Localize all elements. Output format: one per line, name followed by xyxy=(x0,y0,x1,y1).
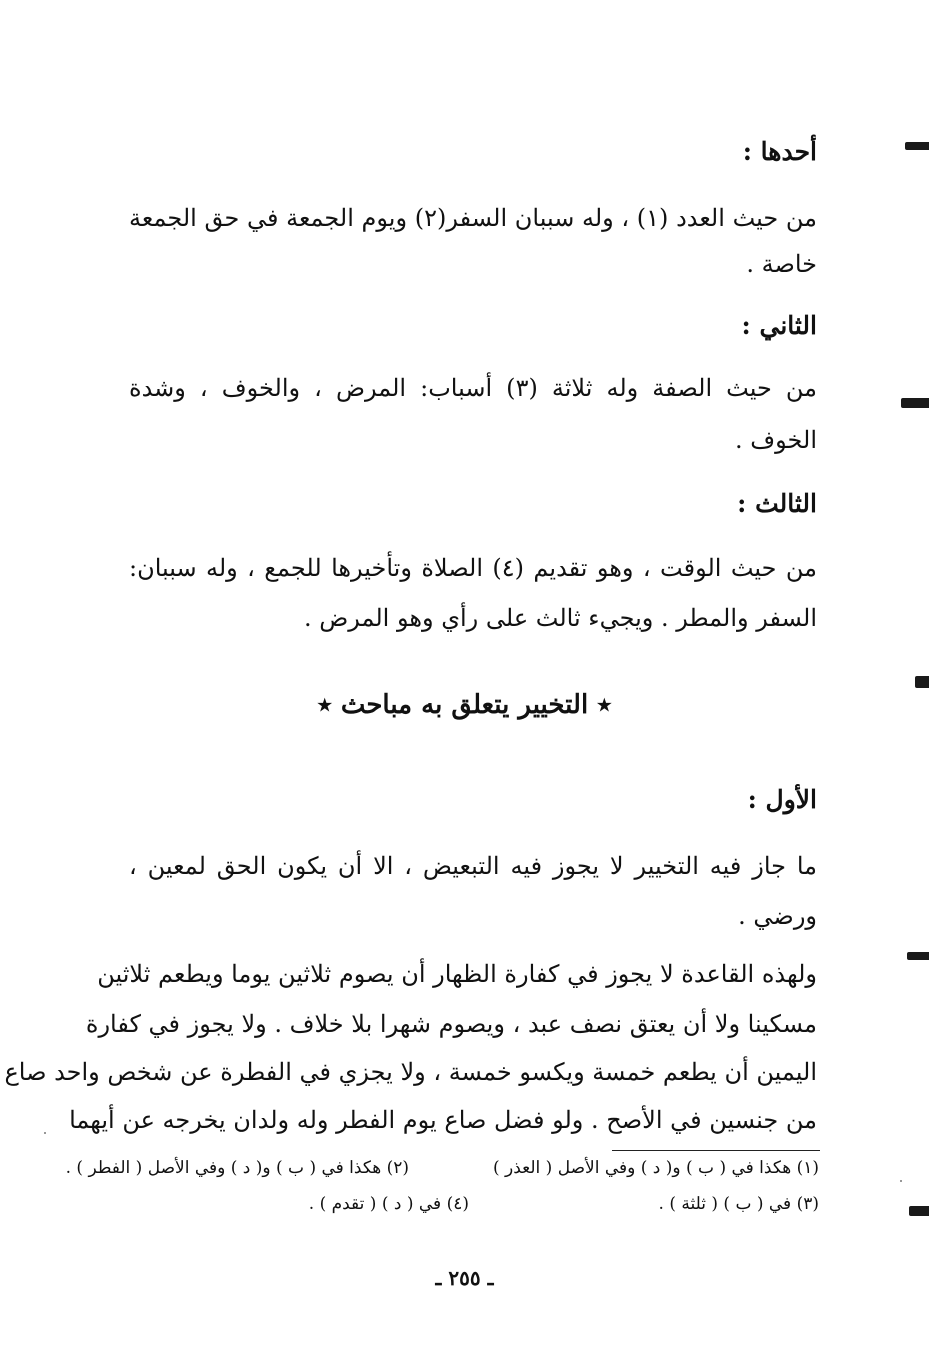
page-number: ـ ٢٥٥ ـ xyxy=(435,1266,494,1290)
heading-third: الثالث : xyxy=(737,489,817,518)
footnote-1: (١) هكذا في ( ب ) و( د ) وفي الأصل ( العذر ) xyxy=(492,1158,819,1178)
edge-mark xyxy=(907,952,929,960)
paragraph-line: من جنسين في الأصح . ولو فضل صاع يوم الفطر وله ولدان يخرجه عن أيهما xyxy=(69,1106,817,1134)
edge-mark xyxy=(909,1206,929,1216)
heading-first: أحدها : xyxy=(742,137,817,166)
paragraph-line: من حيث الصفة وله ثلاثة (٣) أسباب: المرض ، والخوف ، وشدة xyxy=(129,374,817,402)
heading-second: الثاني : xyxy=(741,311,817,340)
edge-mark xyxy=(901,398,929,408)
edge-mark xyxy=(915,676,929,688)
speck xyxy=(44,1132,46,1134)
paragraph-line: الخوف . xyxy=(734,426,817,454)
paragraph-line: خاصة . xyxy=(746,250,817,278)
footnote-2: (٢) هكذا في ( ب ) و( د ) وفي الأصل ( الفطر ) . xyxy=(65,1158,409,1178)
paragraph-line: من حيث العدد (١) ، وله سببان السفر(٢) ويوم الجمعة في حق الجمعة xyxy=(129,204,817,232)
heading-first-topic: الأول : xyxy=(747,785,817,814)
paragraph-line: ولهذه القاعدة لا يجوز في كفارة الظهار أن يصوم ثلاثين يوما ويطعم ثلاثين xyxy=(97,960,817,988)
speck xyxy=(900,1180,902,1182)
section-title: ٭ التخيير يتعلق به مباحث ٭ xyxy=(317,690,612,720)
footnote-rule xyxy=(612,1150,820,1151)
paragraph-line: ورضي . xyxy=(738,902,817,930)
footnote-3: (٣) في ( ب ) ( ثلثة ) . xyxy=(658,1194,819,1214)
footnote-4: (٤) في ( د ) ( تقدم ) . xyxy=(308,1194,469,1214)
paragraph-line: اليمين أن يطعم خمسة ويكسو خمسة ، ولا يجزي في الفطرة عن شخص واحد صاع xyxy=(4,1058,817,1086)
edge-mark xyxy=(905,142,929,150)
paragraph-line: ما جاز فيه التخيير لا يجوز فيه التبعيض ، الا أن يكون الحق لمعين ، xyxy=(129,852,817,880)
paragraph-line: من حيث الوقت ، وهو تقديم (٤) الصلاة وتأخيرها للجمع ، وله سببان: xyxy=(129,554,817,582)
paragraph-line: السفر والمطر . ويجيء ثالث على رأي وهو المرض . xyxy=(303,604,817,632)
paragraph-line: مسكينا ولا أن يعتق نصف عبد ، ويصوم شهرا بلا خلاف . ولا يجوز في كفارة xyxy=(85,1010,817,1038)
